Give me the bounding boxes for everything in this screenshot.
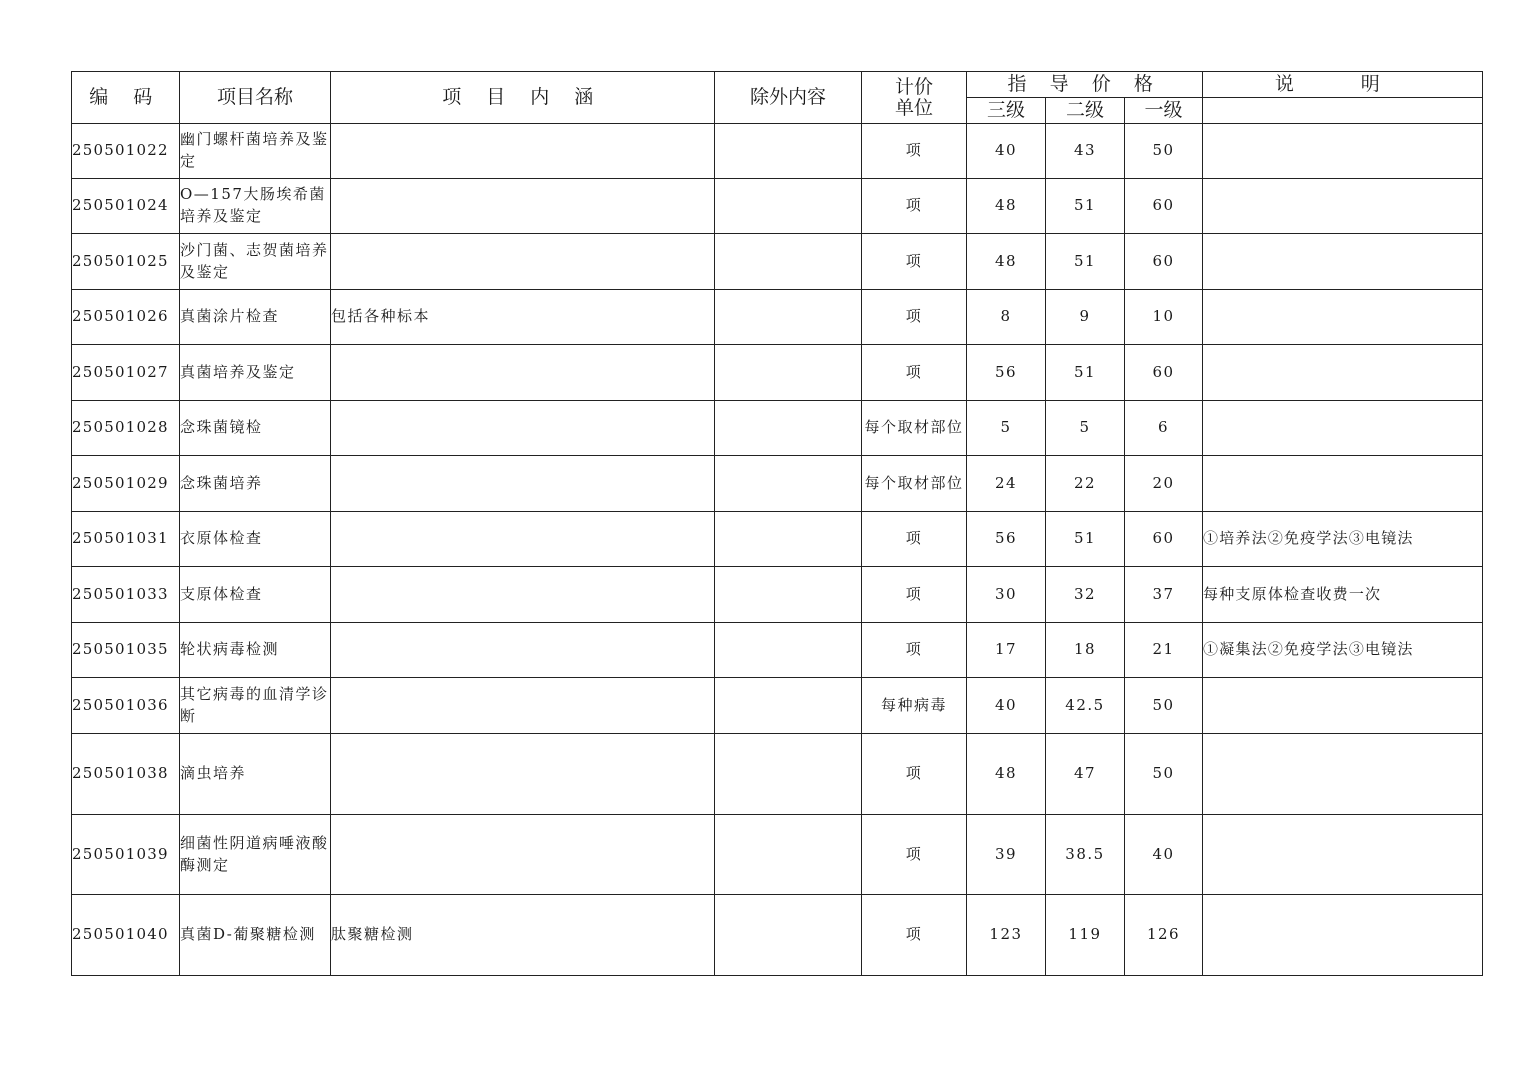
cell-price-level1: 40 (1125, 815, 1203, 895)
header-note: 说 明 (1203, 72, 1483, 98)
cell-price-level2: 51 (1046, 234, 1125, 290)
cell-price-level3: 30 (967, 567, 1046, 623)
table-row (72, 456, 1483, 512)
cell-code: 250501036 (72, 678, 180, 734)
cell-price-level1: 6 (1125, 401, 1203, 456)
cell-excluded (715, 124, 862, 179)
table-row (72, 567, 1483, 623)
cell-price-level2: 119 (1046, 895, 1125, 976)
table-row (72, 623, 1483, 678)
cell-code: 250501033 (72, 567, 180, 623)
cell-excluded (715, 234, 862, 290)
cell-unit: 项 (862, 179, 967, 234)
cell-excluded (715, 815, 862, 895)
cell-price-level2: 51 (1046, 512, 1125, 567)
header-level1: 一级 (1125, 98, 1203, 124)
cell-name: 细菌性阴道病唾液酸酶测定 (180, 815, 331, 895)
table-row (72, 678, 1483, 734)
cell-price-level3: 5 (967, 401, 1046, 456)
header-guide-price: 指 导 价 格 (967, 72, 1203, 98)
cell-content (331, 456, 715, 512)
cell-price-level3: 39 (967, 815, 1046, 895)
cell-price-level2: 9 (1046, 290, 1125, 345)
table-row (72, 512, 1483, 567)
cell-name: 滴虫培养 (180, 734, 331, 815)
table-row (72, 124, 1483, 179)
cell-excluded (715, 678, 862, 734)
cell-code: 250501025 (72, 234, 180, 290)
cell-note (1203, 895, 1483, 976)
cell-price-level3: 56 (967, 345, 1046, 401)
cell-price-level2: 51 (1046, 345, 1125, 401)
cell-name: 支原体检查 (180, 567, 331, 623)
cell-price-level1: 60 (1125, 179, 1203, 234)
cell-price-level2: 38.5 (1046, 815, 1125, 895)
cell-name: 真菌培养及鉴定 (180, 345, 331, 401)
cell-note: ①培养法②免疫学法③电镜法 (1203, 512, 1483, 567)
cell-code: 250501022 (72, 124, 180, 179)
header-excluded: 除外内容 (715, 72, 862, 124)
cell-code: 250501040 (72, 895, 180, 976)
table-row (72, 734, 1483, 815)
cell-note (1203, 345, 1483, 401)
cell-name: 沙门菌、志贺菌培养及鉴定 (180, 234, 331, 290)
cell-content (331, 623, 715, 678)
cell-unit: 每种病毒 (862, 678, 967, 734)
header-note-blank (1203, 98, 1483, 124)
cell-content (331, 815, 715, 895)
cell-price-level1: 20 (1125, 456, 1203, 512)
header-code: 编 码 (72, 72, 180, 124)
cell-price-level1: 21 (1125, 623, 1203, 678)
cell-note (1203, 678, 1483, 734)
cell-price-level3: 48 (967, 734, 1046, 815)
header-name: 项目名称 (180, 72, 331, 124)
cell-note (1203, 124, 1483, 179)
cell-code: 250501035 (72, 623, 180, 678)
cell-note (1203, 734, 1483, 815)
cell-code: 250501027 (72, 345, 180, 401)
cell-price-level2: 5 (1046, 401, 1125, 456)
price-table (71, 71, 1483, 976)
cell-content (331, 345, 715, 401)
cell-price-level2: 42.5 (1046, 678, 1125, 734)
cell-unit: 项 (862, 234, 967, 290)
cell-code: 250501039 (72, 815, 180, 895)
cell-price-level3: 56 (967, 512, 1046, 567)
cell-price-level1: 60 (1125, 345, 1203, 401)
cell-name: 念珠菌镜检 (180, 401, 331, 456)
cell-price-level1: 50 (1125, 734, 1203, 815)
cell-unit: 项 (862, 567, 967, 623)
cell-price-level2: 18 (1046, 623, 1125, 678)
cell-excluded (715, 567, 862, 623)
cell-content: 肽聚糖检测 (331, 895, 715, 976)
cell-price-level3: 17 (967, 623, 1046, 678)
cell-content (331, 401, 715, 456)
cell-name: 衣原体检查 (180, 512, 331, 567)
cell-price-level1: 60 (1125, 512, 1203, 567)
cell-content (331, 124, 715, 179)
cell-code: 250501026 (72, 290, 180, 345)
cell-price-level1: 37 (1125, 567, 1203, 623)
table-row (72, 815, 1483, 895)
header-unit: 计价 单位 (862, 72, 967, 124)
cell-excluded (715, 456, 862, 512)
cell-price-level2: 47 (1046, 734, 1125, 815)
table-row (72, 179, 1483, 234)
table-body (72, 124, 1483, 976)
cell-note (1203, 234, 1483, 290)
cell-content (331, 234, 715, 290)
cell-price-level2: 32 (1046, 567, 1125, 623)
cell-unit: 每个取材部位 (862, 401, 967, 456)
cell-code: 250501029 (72, 456, 180, 512)
cell-price-level1: 60 (1125, 234, 1203, 290)
cell-excluded (715, 290, 862, 345)
cell-excluded (715, 345, 862, 401)
cell-name: 轮状病毒检测 (180, 623, 331, 678)
cell-content (331, 678, 715, 734)
cell-excluded (715, 895, 862, 976)
cell-content (331, 179, 715, 234)
cell-content (331, 512, 715, 567)
cell-price-level2: 22 (1046, 456, 1125, 512)
cell-unit: 项 (862, 623, 967, 678)
cell-price-level3: 48 (967, 179, 1046, 234)
cell-price-level2: 43 (1046, 124, 1125, 179)
cell-note (1203, 401, 1483, 456)
cell-price-level1: 50 (1125, 678, 1203, 734)
cell-note (1203, 179, 1483, 234)
cell-unit: 项 (862, 895, 967, 976)
table-row (72, 401, 1483, 456)
cell-unit: 项 (862, 124, 967, 179)
header-content: 项 目 内 涵 (331, 72, 715, 124)
cell-excluded (715, 512, 862, 567)
cell-unit: 项 (862, 512, 967, 567)
cell-code: 250501028 (72, 401, 180, 456)
cell-unit: 项 (862, 345, 967, 401)
cell-name: O—157大肠埃希菌培养及鉴定 (180, 179, 331, 234)
cell-unit: 每个取材部位 (862, 456, 967, 512)
cell-excluded (715, 401, 862, 456)
cell-content (331, 567, 715, 623)
cell-unit: 项 (862, 290, 967, 345)
cell-price-level1: 50 (1125, 124, 1203, 179)
header-level3: 三级 (967, 98, 1046, 124)
cell-content: 包括各种标本 (331, 290, 715, 345)
table-row (72, 895, 1483, 976)
cell-price-level1: 10 (1125, 290, 1203, 345)
header-row-1 (72, 72, 1483, 98)
cell-price-level3: 48 (967, 234, 1046, 290)
cell-price-level3: 123 (967, 895, 1046, 976)
cell-note (1203, 290, 1483, 345)
cell-content (331, 734, 715, 815)
cell-price-level2: 51 (1046, 179, 1125, 234)
cell-excluded (715, 734, 862, 815)
cell-price-level3: 24 (967, 456, 1046, 512)
cell-unit: 项 (862, 815, 967, 895)
cell-name: 其它病毒的血清学诊断 (180, 678, 331, 734)
cell-code: 250501031 (72, 512, 180, 567)
cell-name: 真菌D-葡聚糖检测 (180, 895, 331, 976)
cell-name: 念珠菌培养 (180, 456, 331, 512)
cell-note: 每种支原体检查收费一次 (1203, 567, 1483, 623)
cell-code: 250501024 (72, 179, 180, 234)
table-row (72, 345, 1483, 401)
header-level2: 二级 (1046, 98, 1125, 124)
cell-name: 幽门螺杆菌培养及鉴定 (180, 124, 331, 179)
cell-note: ①凝集法②免疫学法③电镜法 (1203, 623, 1483, 678)
cell-price-level3: 40 (967, 678, 1046, 734)
cell-name: 真菌涂片检查 (180, 290, 331, 345)
cell-price-level3: 8 (967, 290, 1046, 345)
cell-note (1203, 815, 1483, 895)
cell-code: 250501038 (72, 734, 180, 815)
table-row (72, 290, 1483, 345)
cell-note (1203, 456, 1483, 512)
cell-unit: 项 (862, 734, 967, 815)
cell-excluded (715, 179, 862, 234)
cell-price-level3: 40 (967, 124, 1046, 179)
cell-excluded (715, 623, 862, 678)
table-row (72, 234, 1483, 290)
cell-price-level1: 126 (1125, 895, 1203, 976)
